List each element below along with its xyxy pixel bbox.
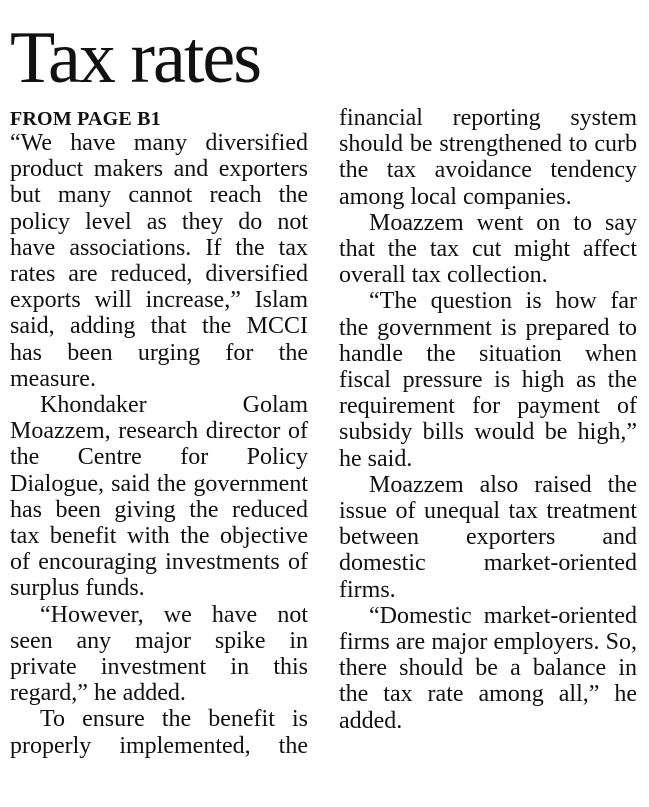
paragraph: Khondaker Golam Moazzem, research director of the Centre for Policy Dialogue, said the government has been giving the reduced tax benefit with the objective of encouraging investments of surplus funds. [10, 392, 308, 602]
paragraph: “We have many diversified product makers and exporters but many cannot reach the policy level as they do not have associations. If the tax rates are reduced, diversified exports will increase,” Islam said, adding that the MCCI has been urging for the measure. [10, 130, 308, 392]
paragraph: “Domestic market-oriented firms are major employers. So, there should be a balance in the tax rate among all,” he added. [339, 602, 637, 734]
headline: Tax rates [10, 17, 261, 99]
article-column-right [339, 105, 637, 734]
paragraph: “The question is how far the government is prepared to handle the situation when fiscal pressure is high as the requirement for payment of subsidy bills would be high,” he said. [339, 288, 637, 472]
paragraph: Moazzem went on to say that the tax cut might affect overall tax collection. [339, 209, 637, 289]
continued-from-label: FROM PAGE B1 [10, 108, 161, 130]
paragraph: “However, we have not seen any major spike in private investment in this regard,” he added. [10, 601, 308, 707]
paragraph: financial reporting system should be strengthened to curb the tax avoidance tendency among local companies. [339, 105, 637, 210]
paragraph: Moazzem also raised the issue of unequal tax treatment between exporters and domestic market-oriented firms. [339, 471, 637, 603]
paragraph: To ensure the benefit is properly implemented, the [10, 706, 308, 759]
article-column-left [10, 130, 308, 759]
